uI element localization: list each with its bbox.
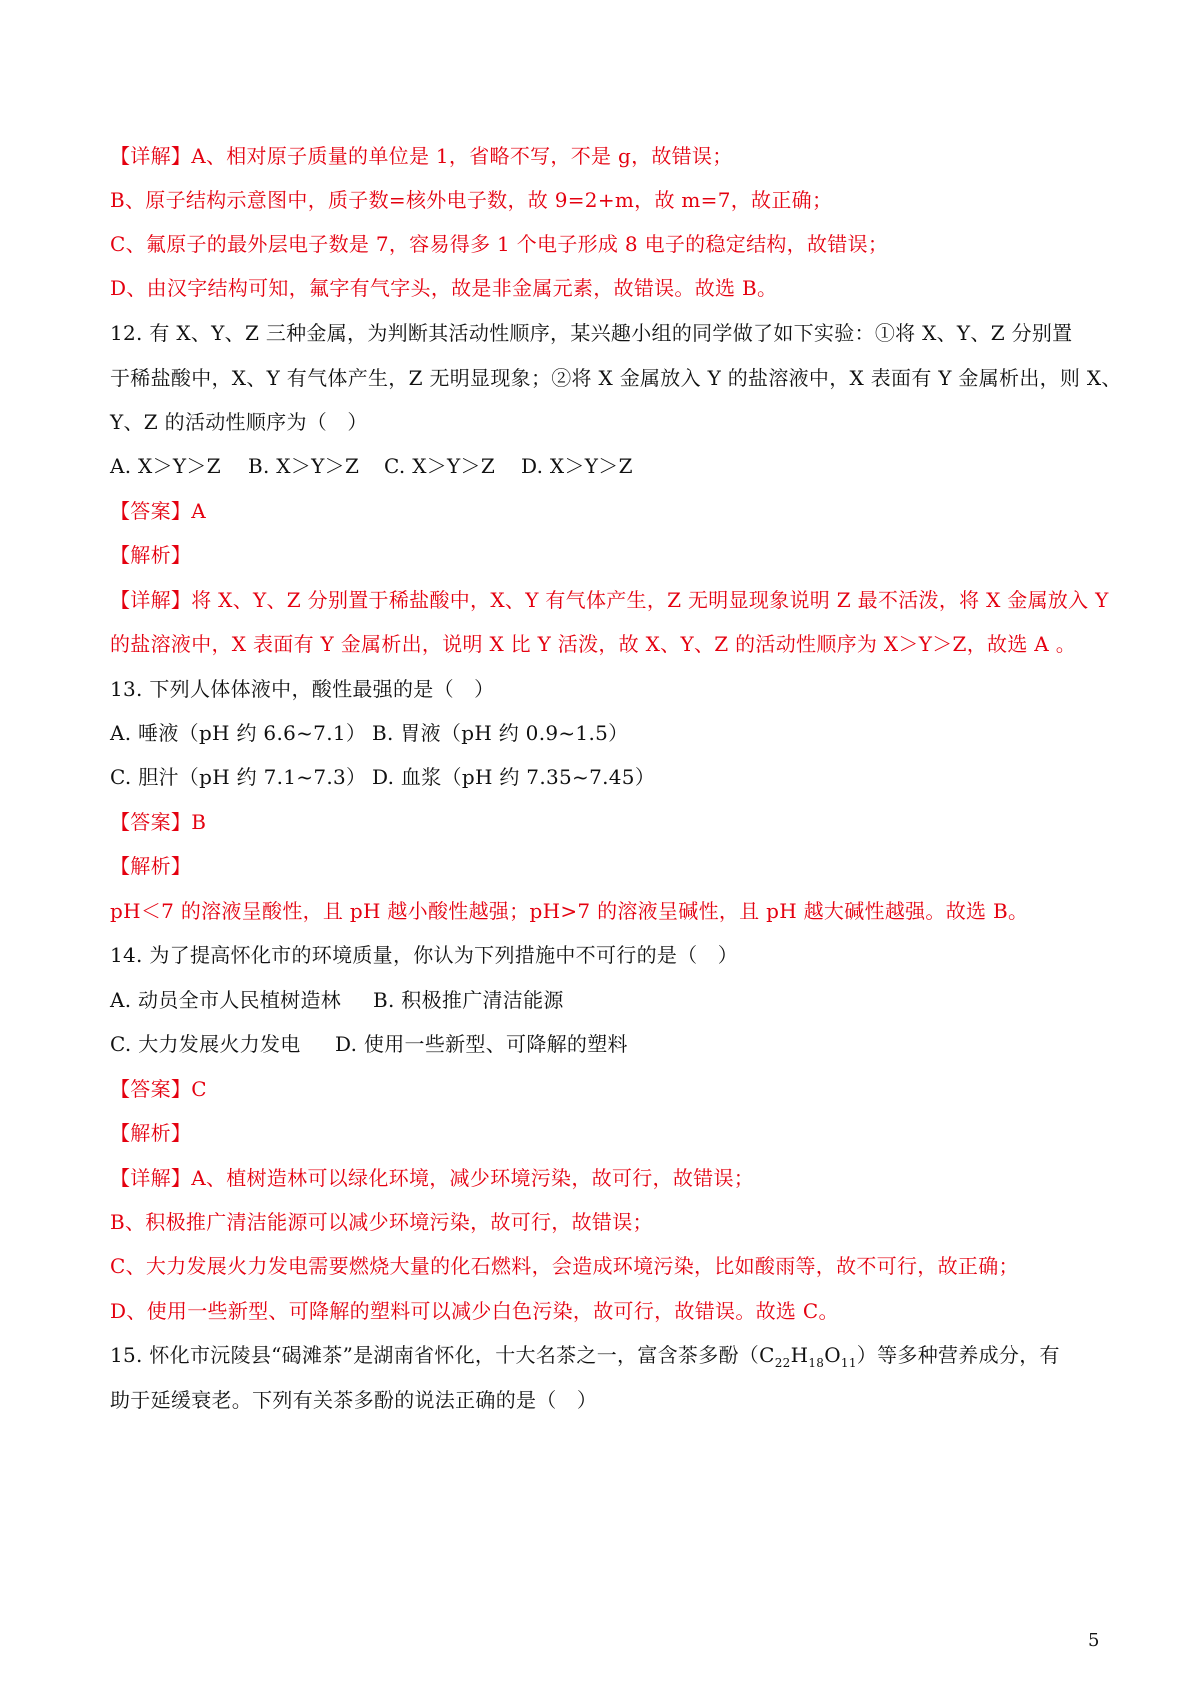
q14-stem: 14. 为了提高怀化市的环境质量，你认为下列措施中不可行的是（ ） — [110, 943, 739, 967]
q12-explain-line2: 的盐溶液中，X 表面有 Y 金属析出，说明 X 比 Y 活泼，故 X、Y、Z 的活动性顺序为 X＞Y＞Z，故选 A 。 — [110, 632, 1076, 656]
q13-analysis-heading: 【解析】 — [110, 854, 192, 878]
q14-explain-b: B、积极推广清洁能源可以减少环境污染，故可行，故错误； — [110, 1210, 653, 1234]
formula-o: O — [824, 1343, 841, 1367]
formula-sub-h: 18 — [808, 1356, 825, 1370]
page-number: 5 — [1088, 1630, 1100, 1651]
q15-stem-line2: 助于延缓衰老。下列有关茶多酚的说法正确的是（ ） — [110, 1388, 598, 1412]
q14-explain-a: 【详解】A、植树造林可以绿化环境，减少环境污染，故可行，故错误； — [110, 1166, 755, 1190]
q13-options-row2 — [110, 763, 1110, 791]
q11-explain-c: C、氟原子的最外层电子数是 7，容易得多 1 个电子形成 8 电子的稳定结构，故错误； — [110, 232, 889, 256]
q14-option-a: A. 动员全市人民植树造林 — [110, 988, 342, 1012]
q14-option-b: B. 积极推广清洁能源 — [373, 988, 564, 1012]
q13-stem: 13. 下列人体体液中，酸性最强的是（ ） — [110, 677, 495, 701]
q11-explain-a: 【详解】A、相对原子质量的单位是 1，省略不写，不是 g，故错误； — [110, 144, 733, 168]
q15-stem-pre: 15. 怀化市沅陵县“碣滩茶”是湖南省怀化，十大名茶之一，富含茶多酚（C — [110, 1343, 775, 1367]
q14-options-row2 — [110, 1030, 1110, 1058]
q11-explain-d: D、由汉字结构可知，氟字有气字头，故是非金属元素，故错误。故选 B。 — [110, 276, 778, 300]
q11-explain-b: B、原子结构示意图中，质子数=核外电子数，故 9=2+m，故 m=7，故正确； — [110, 188, 833, 212]
q14-explain-d: D、使用一些新型、可降解的塑料可以减少白色污染，故可行，故错误。故选 C。 — [110, 1299, 839, 1323]
q12-stem-line3: Y、Z 的活动性顺序为（ ） — [110, 410, 368, 434]
q12-option-b: B. X＞Y＞Z — [248, 454, 360, 478]
q14-explain-c: C、大力发展火力发电需要燃烧大量的化石燃料，会造成环境污染，比如酸雨等，故不可行，故正确； — [110, 1254, 1019, 1278]
q12-stem-line1: 12. 有 X、Y、Z 三种金属，为判断其活动性顺序，某兴趣小组的同学做了如下实验：①将 X、Y、Z 分别置 — [110, 321, 1073, 345]
q13-option-a: A. 唾液（pH 约 6.6~7.1） — [110, 721, 367, 745]
q12-analysis-heading: 【解析】 — [110, 543, 192, 567]
formula-sub-o: 11 — [840, 1356, 857, 1370]
q12-explain-line1: 【详解】将 X、Y、Z 分别置于稀盐酸中，X、Y 有气体产生，Z 无明显现象说明 Z 最不活泼，将 X 金属放入 Y — [110, 588, 1109, 612]
q12-option-c: C. X＞Y＞Z — [384, 454, 496, 478]
q12-option-d: D. X＞Y＞Z — [521, 454, 633, 478]
q13-options-row1 — [110, 719, 1110, 747]
q14-options-row1 — [110, 986, 1110, 1014]
q15-stem-line1 — [110, 1341, 1110, 1369]
q14-answer: 【答案】C — [110, 1077, 207, 1101]
q12-stem-line2: 于稀盐酸中，X、Y 有气体产生，Z 无明显现象；②将 X 金属放入 Y 的盐溶液中，X 表面有 Y 金属析出，则 X、 — [110, 366, 1122, 390]
q12-answer: 【答案】A — [110, 499, 206, 523]
q14-option-c: C. 大力发展火力发电 — [110, 1032, 301, 1056]
q12-option-a: A. X＞Y＞Z — [110, 454, 221, 478]
formula-h: H — [790, 1343, 809, 1367]
q12-options — [110, 452, 1110, 480]
q13-option-c: C. 胆汁（pH 约 7.1~7.3） — [110, 765, 367, 789]
q14-option-d: D. 使用一些新型、可降解的塑料 — [335, 1032, 628, 1056]
q13-option-b: B. 胃液（pH 约 0.9~1.5） — [372, 721, 629, 745]
q15-stem-post: ）等多种营养成分，有 — [856, 1343, 1060, 1367]
formula-sub-c: 22 — [774, 1356, 791, 1370]
q14-analysis-heading: 【解析】 — [110, 1121, 192, 1145]
q13-answer: 【答案】B — [110, 810, 207, 834]
q13-option-d: D. 血浆（pH 约 7.35~7.45） — [372, 765, 656, 789]
q13-explanation: pH＜7 的溶液呈酸性，且 pH 越小酸性越强；pH>7 的溶液呈碱性，且 pH 越大碱性越强。故选 B。 — [110, 899, 1029, 923]
